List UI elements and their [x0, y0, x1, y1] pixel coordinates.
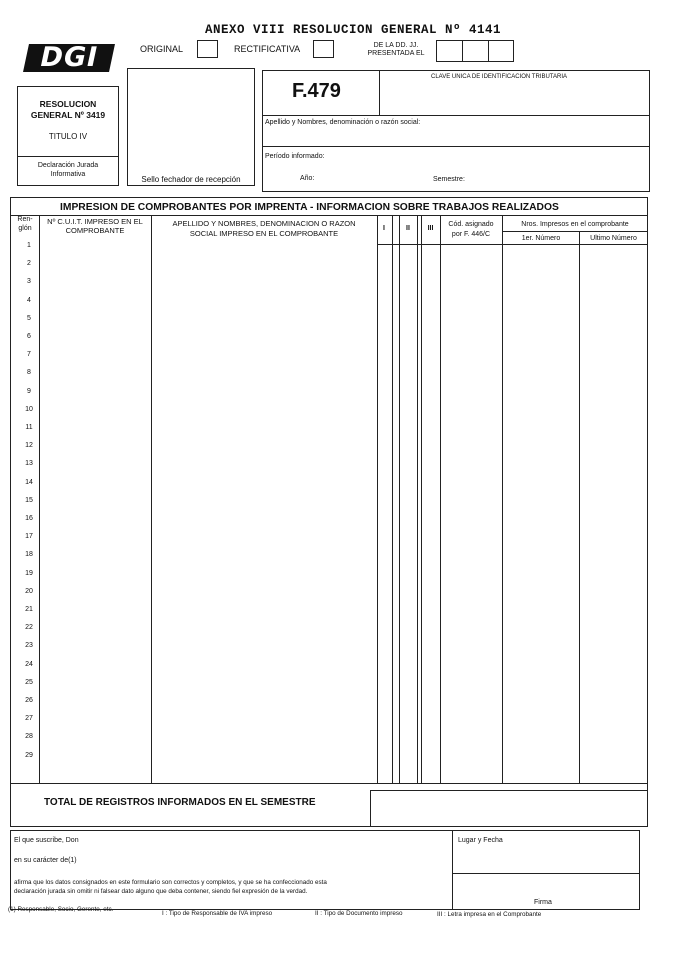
row-number: 22: [25, 624, 33, 632]
col-cod-line2: por F. 446/C: [451, 231, 491, 238]
afirma-text: [14, 878, 327, 896]
declaracion-text: [17, 161, 119, 179]
footnote-4: III : Letra impresa en el Comprobante: [437, 911, 542, 918]
total-value-field[interactable]: [371, 791, 647, 826]
col-apellido-line1: APELLIDO Y NOMBRES, DENOMINACION O RAZON: [172, 219, 356, 228]
titulo-text: TITULO IV: [48, 132, 88, 141]
cuit-label: CLAVE UNICA DE IDENTIFICACION TRIBUTARIA: [431, 74, 568, 80]
nombre-label: Apellido y Nombres, denominación o razón social:: [265, 119, 421, 126]
resolucion-text: [17, 99, 119, 121]
row-number: 19: [25, 569, 33, 577]
row-number: 18: [25, 551, 33, 559]
row-number: 23: [25, 642, 33, 650]
col-renglon-header: [11, 215, 39, 233]
col-primer-header: 1er. Número: [521, 235, 561, 242]
row-number: 7: [27, 351, 31, 359]
afirma-line1: afirma que los datos consignados en este formulario son correctos y completos, y que se ha confeccionado esta: [14, 879, 327, 886]
presentada-label-line2: PRESENTADA EL: [367, 50, 425, 57]
periodo-label: Período informado:: [265, 153, 325, 160]
form-code: F.479: [292, 80, 341, 102]
col-iii-header: III: [427, 225, 434, 232]
row-number: 24: [25, 660, 33, 668]
row-number: 27: [25, 715, 33, 723]
col-apellido-line2: SOCIAL IMPRESO EN EL COMPROBANTE: [189, 229, 339, 238]
presentada-label-line1: DE LA DD. JJ.: [373, 42, 419, 49]
col-cod-header: [441, 220, 501, 240]
declaracion-line1: Declaración Jurada: [37, 162, 99, 169]
footnote-1: (1) Responsable, Socio, Gerente, etc.: [8, 906, 114, 913]
row-number: 3: [27, 278, 31, 286]
row-number: 12: [25, 442, 33, 450]
semestre-label: Semestre:: [433, 176, 465, 183]
lugar-fecha-label: Lugar y Fecha: [458, 837, 503, 844]
row-number: 1: [27, 242, 31, 249]
afirma-line2: declaración jurada sin omitir ni falsear dato alguno que deba contener, siendo fiel expresión de la verdad.: [14, 888, 308, 895]
col-apellido-header: [152, 219, 376, 239]
col-cuit-line2: COMPROBANTE: [65, 226, 125, 235]
row-number: 8: [27, 369, 31, 377]
footer-box: [10, 830, 640, 910]
resolucion-line2: GENERAL Nº 3419: [30, 110, 106, 120]
suscribe-label: El que suscribe, Don: [14, 837, 79, 844]
col-i-header: I: [383, 225, 385, 232]
row-number: 25: [25, 678, 33, 686]
row-number: 16: [25, 515, 33, 522]
row-number: 17: [25, 533, 33, 541]
sello-box: [127, 68, 255, 186]
row-number: 9: [27, 387, 31, 395]
original-checkbox[interactable]: [197, 40, 218, 58]
anio-label: Año:: [300, 175, 315, 182]
caracter-label: en su carácter de(1): [14, 857, 77, 864]
dgi-logo: DGI: [23, 44, 115, 72]
sello-label: Sello fechador de recepción: [141, 175, 241, 184]
presentada-label: [360, 42, 432, 58]
fecha-presentacion-field[interactable]: [436, 40, 514, 62]
col-nros-header: Nros. Impresos en el comprobante: [521, 221, 629, 228]
original-label: ORIGINAL: [140, 44, 184, 54]
col-renglon-line1: Ren-: [17, 216, 33, 223]
main-table: [10, 197, 648, 827]
row-number: 28: [25, 733, 33, 741]
rectificativa-label: RECTIFICATIVA: [234, 44, 301, 54]
col-cuit-line1: Nº C.U.I.T. IMPRESO EN EL: [47, 217, 143, 226]
row-number: 10: [25, 405, 33, 413]
row-number: 5: [27, 314, 31, 322]
row-number: 11: [25, 424, 33, 431]
rectificativa-checkbox[interactable]: [313, 40, 334, 58]
firma-label: Firma: [534, 899, 552, 906]
col-cuit-header: [40, 217, 150, 235]
col-ii-header: II: [406, 225, 410, 232]
row-number: 26: [25, 697, 33, 704]
row-number: 14: [25, 478, 33, 486]
declaracion-line2: Informativa: [50, 171, 86, 178]
table-title: IMPRESION DE COMPROBANTES POR IMPRENTA - INFORMACION SOBRE TRABAJOS REALIZADOS: [60, 202, 559, 213]
resolucion-line1: RESOLUCION: [39, 99, 97, 109]
footnote-2: I : Tipo de Responsable de IVA impreso: [162, 910, 273, 917]
total-label: TOTAL DE REGISTROS INFORMADOS EN EL SEMESTRE: [44, 797, 316, 808]
col-renglon-line2: glón: [18, 225, 32, 232]
row-number: 29: [25, 751, 33, 759]
row-number: 15: [25, 496, 33, 504]
col-cod-line1: Cód. asignado: [448, 221, 494, 228]
row-number: 13: [25, 460, 33, 468]
row-number: 6: [27, 333, 31, 340]
row-number: 4: [27, 296, 31, 304]
row-number: 2: [27, 260, 31, 268]
row-number: 21: [25, 606, 33, 613]
page-title: ANEXO VIII RESOLUCION GENERAL Nº 4141: [205, 23, 502, 37]
col-ultimo-header: Ultimo Número: [590, 235, 637, 242]
row-number: 20: [25, 587, 33, 595]
footnote-3: II : Tipo de Documento impreso: [315, 910, 403, 917]
